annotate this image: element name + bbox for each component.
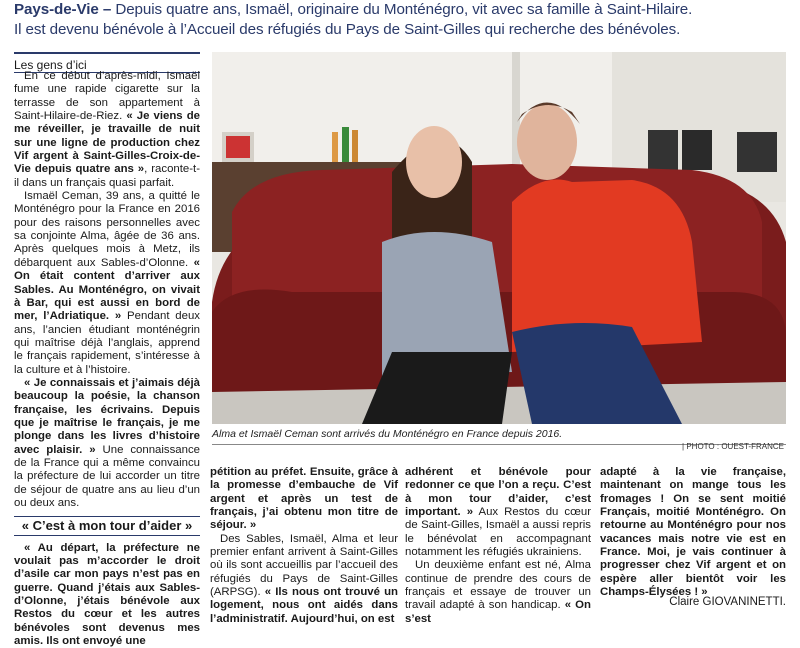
text: En ce début d’après-midi, Ismaël fume une rapide cigarette sur la terrasse de son appartement à Saint-Hilaire-de-Riez. xyxy=(14,70,200,123)
text: Une connaissance de la France qui a même convaincu la préfecture de lui accorder un titre de séjour de quatre ans au lieu d’un ou deux ans. xyxy=(14,443,200,509)
article-column-1 xyxy=(14,70,201,648)
headline-line2: Il est devenu bénévole à l’Accueil des réfugiés du Pays de Saint-Gilles qui recherche des bénévoles. xyxy=(14,21,681,38)
paragraph xyxy=(405,466,591,559)
paragraph xyxy=(14,190,200,377)
text: Pendant deux ans, l’ancien étudiant monténégrin qui maîtrise déjà l’anglais, apprend le français rapidement, s’intéresse à la culture et à l’histoire. xyxy=(14,310,201,376)
quote: « Ils nous ont trouvé un logement, nous ont aidés dans l’administratif. Aujourd’hui, on est xyxy=(210,586,398,625)
quote: pétition au préfet. Ensuite, grâce à la promesse d’embauche de Vif argent et après un test de français, j’ai obtenu mon titre de séjour. » xyxy=(210,466,398,532)
author-signature: Claire GIOVANINETTI. xyxy=(669,596,786,608)
text: Un deuxième enfant est né, Alma continue de prendre des cours de français et essaye de trouver un travail adapté à son handicap. xyxy=(405,559,591,612)
quote: « Je connaissais et j’aimais déjà beaucoup la poésie, la chanson française, les écrivains. Depuis que je maîtrise le français, je me plonge dans les livres d’histoire avec plaisir. » xyxy=(14,376,200,456)
article-column-4 xyxy=(600,466,786,614)
headline-line1: Depuis quatre ans, Ismaël, originaire du Monténégro, vit avec sa famille à Saint-Hilaire. xyxy=(111,1,693,18)
subheading: « C’est à mon tour d’aider » xyxy=(14,516,200,535)
article-column-3 xyxy=(405,466,591,625)
text: , raconte-t-il dans un français quasi parfait. xyxy=(14,163,200,189)
text: Ismaël Ceman, 39 ans, a quitté le Monténégro pour la France en 2016 pour des raisons personnelles avec sa conjointe Alma, âgée de 36 ans. Après quelques mois à Metz, ils débarquent aux Sables-d’Olonne. xyxy=(14,190,200,269)
paragraph xyxy=(14,542,200,648)
couple-on-sofa-photo xyxy=(212,52,786,424)
paragraph xyxy=(210,466,398,533)
quote: adapté à la vie française, maintenant on mange tous les fromages ! On se sent moitié Français, moitié Monténégro. On retourne au Monténégro pour nos vacances mais notre vie est en France. Moi, je vais continuer à progresser chez Vif argent et on espère aller bientôt voir les Champs-Élysées ! » xyxy=(600,466,786,599)
rubric-label: Les gens d’ici xyxy=(14,58,87,72)
quote: « Je viens de me réveiller, je travaille de nuit sur une ligne de production chez Vif argent à Saint-Gilles-Croix-de-Vie depuis quatre ans » xyxy=(14,110,200,176)
quote: adhérent et bénévole pour redonner ce que l’on a reçu. C’est à mon tour d’aider, c’est important. » xyxy=(405,466,591,519)
paragraph xyxy=(210,533,398,626)
paragraph xyxy=(405,559,591,626)
caption-text: Alma et Ismaël Ceman sont arrivés du Monténégro en France depuis 2016. xyxy=(212,428,563,440)
paragraph xyxy=(14,70,200,190)
quote: « On était content d’arriver aux Sables. Au Monténégro, on vivait à Bar, qui est aussi en bord de mer, l’Adriatique. » xyxy=(14,256,200,323)
paragraph xyxy=(14,377,200,510)
photo-credit: | PHOTO : OUEST-FRANCE xyxy=(682,442,784,451)
article-photo xyxy=(212,52,786,424)
quote: « Au départ, la préfecture ne voulait pas m’accorder le droit d’asile car mon pays n’est pas en guerre. Quand j’étais aux Sables-d’Olonne, j’étais bénévole aux Restos du cœur et les autres bénévoles sont devenus mes amis. Ils ont envoyé une xyxy=(14,541,200,648)
headline xyxy=(14,0,794,40)
text: Des Sables, Ismaël, Alma et leur premier enfant arrivent à Saint-Gilles où ils sont accueillis par l’accueil des réfugiés du Pays de Saint-Gilles (ARPSG). xyxy=(210,532,398,599)
text: Aux Restos du cœur de Saint-Gilles, Ismaël a aussi repris le bénévolat en accompagnant notamment les réfugiés ukrainiens. xyxy=(405,506,591,559)
paragraph xyxy=(600,466,786,599)
headline-kicker: Pays-de-Vie – xyxy=(14,1,112,18)
quote: « On s’est xyxy=(405,599,591,625)
article-column-2 xyxy=(210,466,398,625)
